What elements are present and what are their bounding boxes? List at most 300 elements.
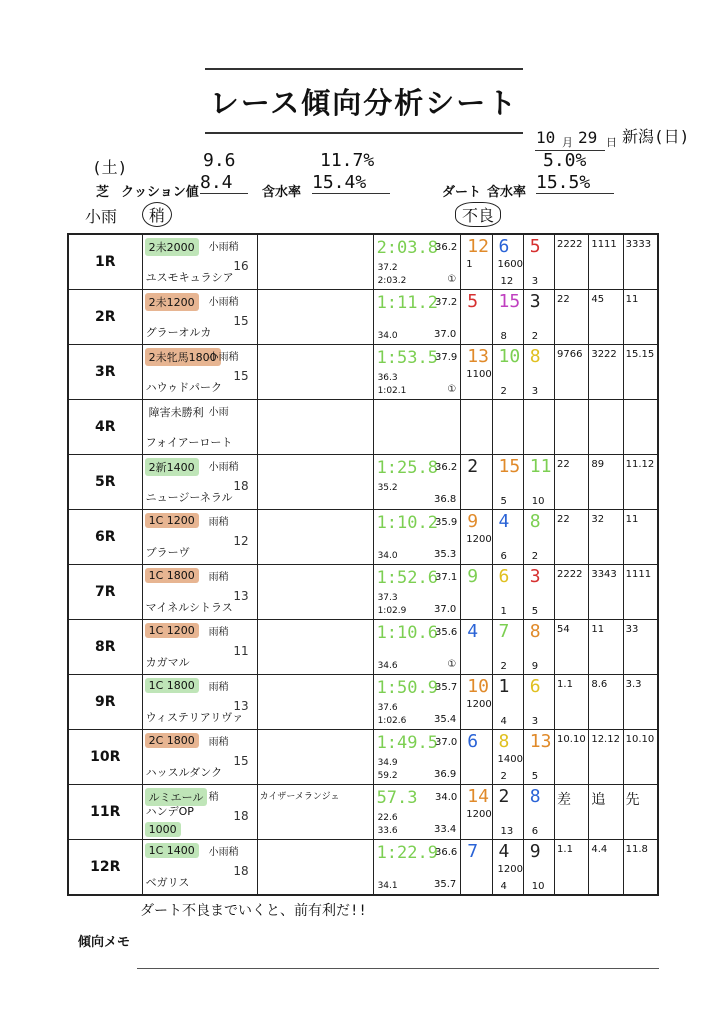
place-1-cell — [461, 620, 492, 675]
place-3-bottom: 3 — [531, 276, 539, 287]
place-3-bottom: 10 — [531, 881, 545, 892]
weather-going: 稍 — [208, 792, 219, 803]
race-row — [68, 510, 658, 565]
passing-order-2: 11 — [591, 624, 605, 635]
place-2-number: 8 — [498, 731, 510, 752]
place-2-number: 7 — [498, 621, 510, 642]
weather-going: 小雨稍 — [208, 847, 239, 858]
place-2-number: 6 — [498, 566, 510, 587]
place-2-bottom: 2 — [500, 771, 507, 782]
horse-name: グラーオルカ — [145, 326, 212, 339]
lap-2-cell — [589, 785, 623, 840]
lap-1-cell — [555, 455, 589, 510]
last-3f: 36.2 — [435, 462, 458, 473]
place-1-number: 13 — [467, 346, 489, 367]
time-cell — [373, 290, 461, 345]
place-3-number: 8 — [529, 346, 541, 367]
race-time: 1:50.9 — [376, 678, 438, 698]
race-number: 6R — [68, 510, 142, 565]
lap-1-cell — [555, 565, 589, 620]
field-size: 15 — [233, 314, 249, 328]
place-3-number: 9 — [529, 841, 541, 862]
race-condition-tag: 2未1200 — [145, 293, 199, 311]
place-2-bottom: 6 — [500, 551, 507, 562]
lap-1-cell — [555, 785, 589, 840]
note-cell — [257, 675, 373, 730]
place-3-bottom: 10 — [531, 496, 545, 507]
race-number: 9R — [68, 675, 142, 730]
mid-split: 34.1 — [377, 881, 398, 891]
date-month-unit: 月 — [562, 136, 573, 149]
place-3-cell — [523, 400, 554, 455]
place-2-sub: 1400 — [497, 754, 523, 765]
place-3-number: 8 — [529, 621, 541, 642]
field-size: 13 — [233, 699, 249, 713]
horse-name: ニュージーネラル — [145, 491, 233, 504]
race-time: 1:22.9 — [376, 843, 438, 863]
cushion-label: クッション値 — [121, 185, 199, 200]
horse-name: フォイアーロート — [145, 436, 233, 449]
note-cell — [257, 840, 373, 896]
race-condition-tag: 1C 1800 — [145, 678, 199, 693]
place-1-number: 9 — [467, 511, 479, 532]
place-3-cell — [523, 675, 554, 730]
place-1-number: 7 — [467, 841, 479, 862]
race-condition-tag: 1C 1800 — [145, 568, 199, 583]
turf-label: 芝 — [96, 185, 110, 200]
place-3-cell — [523, 234, 554, 290]
weather-going: 雨稍 — [208, 572, 229, 583]
race-row — [68, 565, 658, 620]
place-1-cell — [461, 565, 492, 620]
lap-1-cell — [555, 620, 589, 675]
horse-name: ブラーヴ — [145, 546, 190, 559]
place-3-number: 3 — [529, 291, 541, 312]
place-2-cell — [492, 620, 523, 675]
lap-2-cell — [589, 620, 623, 675]
mid-split: 59.2 — [377, 771, 398, 781]
lap-3-cell — [623, 510, 658, 565]
last-3f: 37.0 — [435, 737, 458, 748]
first-split: 22.6 — [377, 813, 398, 823]
race-row — [68, 290, 658, 345]
place-3-bottom: 2 — [531, 551, 539, 562]
race-row — [68, 785, 658, 840]
place-1-cell — [461, 455, 492, 510]
passing-order-3: 3333 — [625, 239, 652, 250]
place-3-number: 8 — [529, 511, 541, 532]
passing-order-3: 10.10 — [625, 734, 655, 745]
race-info-cell — [142, 400, 257, 455]
race-row — [68, 234, 658, 290]
race-condition-tag: 2C 1800 — [145, 733, 199, 748]
place-1-cell — [461, 234, 492, 290]
place-3-number: 5 — [529, 236, 541, 257]
winner-3f: 37.0 — [434, 604, 457, 615]
time-cell — [373, 455, 461, 510]
last-3f: 37.9 — [435, 352, 458, 363]
note-cell — [257, 785, 373, 840]
race-time: 1:52.6 — [376, 568, 438, 588]
place-1-sub: 1100 — [466, 369, 492, 380]
horse-name: ユスモキュラシア — [145, 271, 234, 284]
place-3-bottom: 6 — [531, 826, 539, 837]
lap-3-cell — [623, 345, 658, 400]
winner-3f: 36.9 — [434, 769, 457, 780]
passing-order-3: 11 — [625, 294, 639, 305]
time-cell — [373, 565, 461, 620]
date-venue: 新潟(日) — [622, 127, 690, 146]
place-2-cell — [492, 565, 523, 620]
dirt-moisture-2: 15.5% — [536, 172, 614, 194]
place-3-cell — [523, 510, 554, 565]
lap-1-cell — [555, 675, 589, 730]
lap-2-cell — [589, 234, 623, 290]
first-split: 36.3 — [377, 373, 398, 383]
lap-3-cell — [623, 785, 658, 840]
last-3f: 36.2 — [435, 242, 458, 253]
lap-2-cell — [589, 675, 623, 730]
passing-order-3: 1111 — [625, 569, 652, 580]
lap-1-cell — [555, 400, 589, 455]
lap-3-cell — [623, 675, 658, 730]
lap-2-cell — [589, 400, 623, 455]
passing-order-1: 差 — [557, 792, 572, 808]
place-3-bottom: 3 — [531, 716, 539, 727]
race-row — [68, 400, 658, 455]
mid-split: 2:03.2 — [377, 276, 407, 286]
race-info-cell — [142, 510, 257, 565]
lap-3-cell — [623, 234, 658, 290]
place-1-sub: 1 — [466, 259, 473, 270]
race-condition-tag: 2未2000 — [145, 238, 199, 256]
place-1-number: 6 — [467, 731, 479, 752]
passing-order-1: 1.1 — [557, 844, 573, 855]
winner-3f: 35.7 — [434, 879, 457, 890]
weather-going: 小雨稍 — [208, 297, 239, 308]
place-3-bottom: 3 — [531, 386, 539, 397]
field-size: 18 — [233, 809, 249, 823]
mid-split: 34.6 — [377, 661, 398, 671]
weather-going: 雨稍 — [208, 517, 229, 528]
race-condition-tag: 2未牝馬1800 — [145, 348, 221, 366]
place-2-cell — [492, 290, 523, 345]
note-cell — [257, 620, 373, 675]
lap-3-cell — [623, 400, 658, 455]
note-cell — [257, 510, 373, 565]
place-3-cell — [523, 840, 554, 896]
place-2-bottom: 1 — [500, 606, 507, 617]
race-number: 11R — [68, 785, 142, 840]
field-size: 12 — [233, 534, 249, 548]
race-row — [68, 675, 658, 730]
lap-1-cell — [555, 345, 589, 400]
last-3f: 35.6 — [435, 627, 458, 638]
passing-order-3: 15.15 — [625, 349, 655, 360]
horse-name: ハウゥドパーク — [145, 381, 222, 394]
last-3f: 37.2 — [435, 297, 458, 308]
race-time: 2:03.8 — [376, 238, 438, 258]
date-day-unit: 日 — [606, 136, 617, 149]
passing-order-2: 8.6 — [591, 679, 608, 690]
turf-moisture-label: 含水率 — [262, 185, 302, 200]
place-2-bottom: 12 — [500, 276, 514, 287]
race-row — [68, 455, 658, 510]
first-split: 37.3 — [377, 593, 398, 603]
memo-text: ダート不良までいくと、前有利だ!! — [140, 903, 367, 919]
place-3-cell — [523, 565, 554, 620]
sheet-title: レース傾向分析シート — [205, 68, 523, 134]
lap-1-cell — [555, 510, 589, 565]
race-info-cell — [142, 620, 257, 675]
passing-order-3: 11.12 — [625, 459, 655, 470]
race-condition-tag: 1C 1200 — [145, 513, 199, 528]
time-cell — [373, 510, 461, 565]
winner-3f: 37.0 — [434, 329, 457, 340]
horse-name: ハッスルダンク — [145, 766, 223, 779]
place-1-cell — [461, 345, 492, 400]
lap-1-cell — [555, 290, 589, 345]
place-2-sub: 1200 — [497, 864, 523, 875]
place-2-bottom: 8 — [500, 331, 507, 342]
passing-order-2: 3222 — [591, 349, 617, 360]
place-2-cell — [492, 234, 523, 290]
mid-split: 1:02.6 — [377, 716, 407, 726]
place-3-bottom: 2 — [531, 331, 539, 342]
place-3-number: 3 — [529, 566, 541, 587]
lap-3-cell — [623, 290, 658, 345]
mid-split: 33.6 — [377, 826, 398, 836]
last-3f: 37.1 — [435, 572, 458, 583]
place-2-cell — [492, 510, 523, 565]
place-2-cell — [492, 345, 523, 400]
last-3f: 34.0 — [435, 792, 458, 803]
lap-2-cell — [589, 345, 623, 400]
passing-order-1: 10.10 — [557, 734, 586, 745]
race-condition-tag: 2新1400 — [145, 458, 199, 476]
field-size: 16 — [233, 259, 249, 273]
note-cell — [257, 234, 373, 290]
place-2-bottom: 4 — [500, 881, 507, 892]
place-1-number: 10 — [467, 676, 489, 697]
mid-split: 34.0 — [377, 551, 398, 561]
passing-order-3: 11.8 — [625, 844, 648, 855]
time-cell — [373, 730, 461, 785]
lap-1-cell — [555, 234, 589, 290]
race-time: 1:11.2 — [376, 293, 438, 313]
place-2-number: 15 — [498, 291, 521, 312]
place-2-cell — [492, 455, 523, 510]
horse-name: カガマル — [145, 656, 190, 669]
dirt-moisture-label: 含水率 — [487, 185, 527, 200]
race-number: 8R — [68, 620, 142, 675]
winner-3f: ① — [447, 659, 457, 670]
passing-order-1: 2222 — [557, 239, 583, 250]
lap-3-cell — [623, 620, 658, 675]
lap-2-cell — [589, 840, 623, 896]
time-cell — [373, 785, 461, 840]
race-time: 1:49.5 — [376, 733, 438, 753]
race-condition-tag: ルミエール — [145, 788, 208, 806]
place-1-cell — [461, 675, 492, 730]
lap-3-cell — [623, 565, 658, 620]
race-number: 4R — [68, 400, 142, 455]
passing-order-2: 3343 — [591, 569, 617, 580]
dirt-going: 不良 — [455, 202, 501, 227]
mid-split: 1:02.9 — [377, 606, 407, 616]
winner-3f: 36.8 — [434, 494, 457, 505]
place-1-cell — [461, 400, 492, 455]
race-time: 1:10.6 — [376, 623, 438, 643]
place-1-cell — [461, 730, 492, 785]
first-split: 34.9 — [377, 758, 398, 768]
place-2-number: 6 — [498, 236, 510, 257]
passing-order-1: 2222 — [557, 569, 583, 580]
place-2-number: 10 — [498, 346, 521, 367]
passing-order-3: 3.3 — [625, 679, 642, 690]
field-size: 15 — [233, 754, 249, 768]
passing-order-1: 22 — [557, 514, 570, 525]
lap-2-cell — [589, 455, 623, 510]
race-class: ハンデOP — [145, 805, 194, 818]
passing-order-2: 1111 — [591, 239, 617, 250]
mid-split: 34.0 — [377, 331, 398, 341]
first-split: 35.2 — [377, 483, 398, 493]
place-3-cell — [523, 455, 554, 510]
lap-3-cell — [623, 730, 658, 785]
passing-order-3: 11 — [625, 514, 639, 525]
weather-going: 小雨稍 — [208, 352, 239, 363]
place-2-bottom: 4 — [500, 716, 507, 727]
weather-going: 小雨稍 — [208, 462, 239, 473]
date-month: 10 — [536, 128, 556, 147]
place-2-number: 1 — [498, 676, 510, 697]
field-size: 13 — [233, 589, 249, 603]
turf-condition: 小雨 — [85, 207, 118, 226]
race-table — [67, 233, 659, 896]
place-1-number: 2 — [467, 456, 479, 477]
lap-2-cell — [589, 290, 623, 345]
race-number: 5R — [68, 455, 142, 510]
place-1-sub: 1200 — [466, 534, 492, 545]
race-number: 12R — [68, 840, 142, 896]
time-cell — [373, 620, 461, 675]
field-size: 18 — [233, 479, 249, 493]
place-3-cell — [523, 290, 554, 345]
weather-going: 雨稍 — [208, 627, 229, 638]
place-1-number: 12 — [467, 236, 489, 257]
passing-order-2: 4.4 — [591, 844, 608, 855]
time-cell — [373, 234, 461, 290]
place-2-number: 4 — [498, 841, 510, 862]
place-1-sub: 1200 — [466, 809, 492, 820]
field-size: 11 — [233, 644, 249, 658]
winner-3f: 35.4 — [434, 714, 457, 725]
passing-order-2: 32 — [591, 514, 605, 525]
place-3-cell — [523, 785, 554, 840]
weather-going: 小雨 — [208, 407, 229, 418]
passing-order-1: 1.1 — [557, 679, 573, 690]
passing-order-3: 33 — [625, 624, 639, 635]
place-3-number: 13 — [529, 731, 552, 752]
race-number: 1R — [68, 234, 142, 290]
race-row — [68, 345, 658, 400]
race-time: 1:25.8 — [376, 458, 438, 478]
place-2-bottom: 2 — [500, 386, 507, 397]
turf-going: 稍 — [142, 202, 172, 227]
race-info-cell — [142, 234, 257, 290]
passing-order-1: 9766 — [557, 349, 583, 360]
race-row — [68, 620, 658, 675]
lap-2-cell — [589, 730, 623, 785]
place-2-cell — [492, 840, 523, 896]
weather-going: 雨稍 — [208, 682, 229, 693]
winner-3f: ① — [447, 274, 457, 285]
place-3-number: 6 — [529, 676, 541, 697]
place-1-number: 4 — [467, 621, 479, 642]
time-cell — [373, 675, 461, 730]
place-2-number: 4 — [498, 511, 510, 532]
field-size: 18 — [233, 864, 249, 878]
turf-cushion-2: 8.4 — [200, 172, 248, 194]
race-info-cell — [142, 730, 257, 785]
place-1-number: 5 — [467, 291, 479, 312]
race-condition-tag: 1C 1200 — [145, 623, 199, 638]
place-2-bottom: 13 — [500, 826, 514, 837]
last-3f: 35.7 — [435, 682, 458, 693]
field-size: 15 — [233, 369, 249, 383]
race-condition-tag: 1C 1400 — [145, 843, 199, 858]
memo-line — [137, 968, 659, 969]
race-note: カイザーメランジェ — [259, 792, 340, 802]
race-number: 2R — [68, 290, 142, 345]
race-info-cell — [142, 345, 257, 400]
time-cell — [373, 345, 461, 400]
race-info-cell — [142, 675, 257, 730]
passing-order-1: 22 — [557, 459, 570, 470]
last-3f: 35.9 — [435, 517, 458, 528]
race-distance: 1000 — [145, 822, 181, 837]
race-number: 3R — [68, 345, 142, 400]
place-1-cell — [461, 785, 492, 840]
note-cell — [257, 455, 373, 510]
place-1-cell — [461, 840, 492, 896]
turf-moisture-1: 11.7% — [320, 150, 375, 171]
passing-order-1: 22 — [557, 294, 570, 305]
lap-2-cell — [589, 565, 623, 620]
last-3f: 36.6 — [435, 847, 458, 858]
dirt-label: ダート — [442, 185, 482, 200]
place-2-cell — [492, 730, 523, 785]
passing-order-1: 54 — [557, 624, 570, 635]
place-3-bottom: 5 — [531, 771, 539, 782]
place-1-number: 14 — [467, 786, 489, 807]
place-1-number: 9 — [467, 566, 479, 587]
place-3-bottom: 9 — [531, 661, 539, 672]
race-number: 10R — [68, 730, 142, 785]
passing-order-2: 12.12 — [591, 734, 620, 745]
note-cell — [257, 400, 373, 455]
place-3-number: 11 — [529, 456, 552, 477]
place-3-cell — [523, 620, 554, 675]
race-info-cell — [142, 840, 257, 896]
weather-going: 小雨稍 — [208, 242, 239, 253]
turf-cushion-1: 9.6 — [203, 150, 236, 171]
place-2-bottom: 5 — [500, 496, 507, 507]
lap-1-cell — [555, 840, 589, 896]
race-time: 1:53.5 — [376, 348, 438, 368]
place-2-sub: 1600 — [497, 259, 523, 270]
